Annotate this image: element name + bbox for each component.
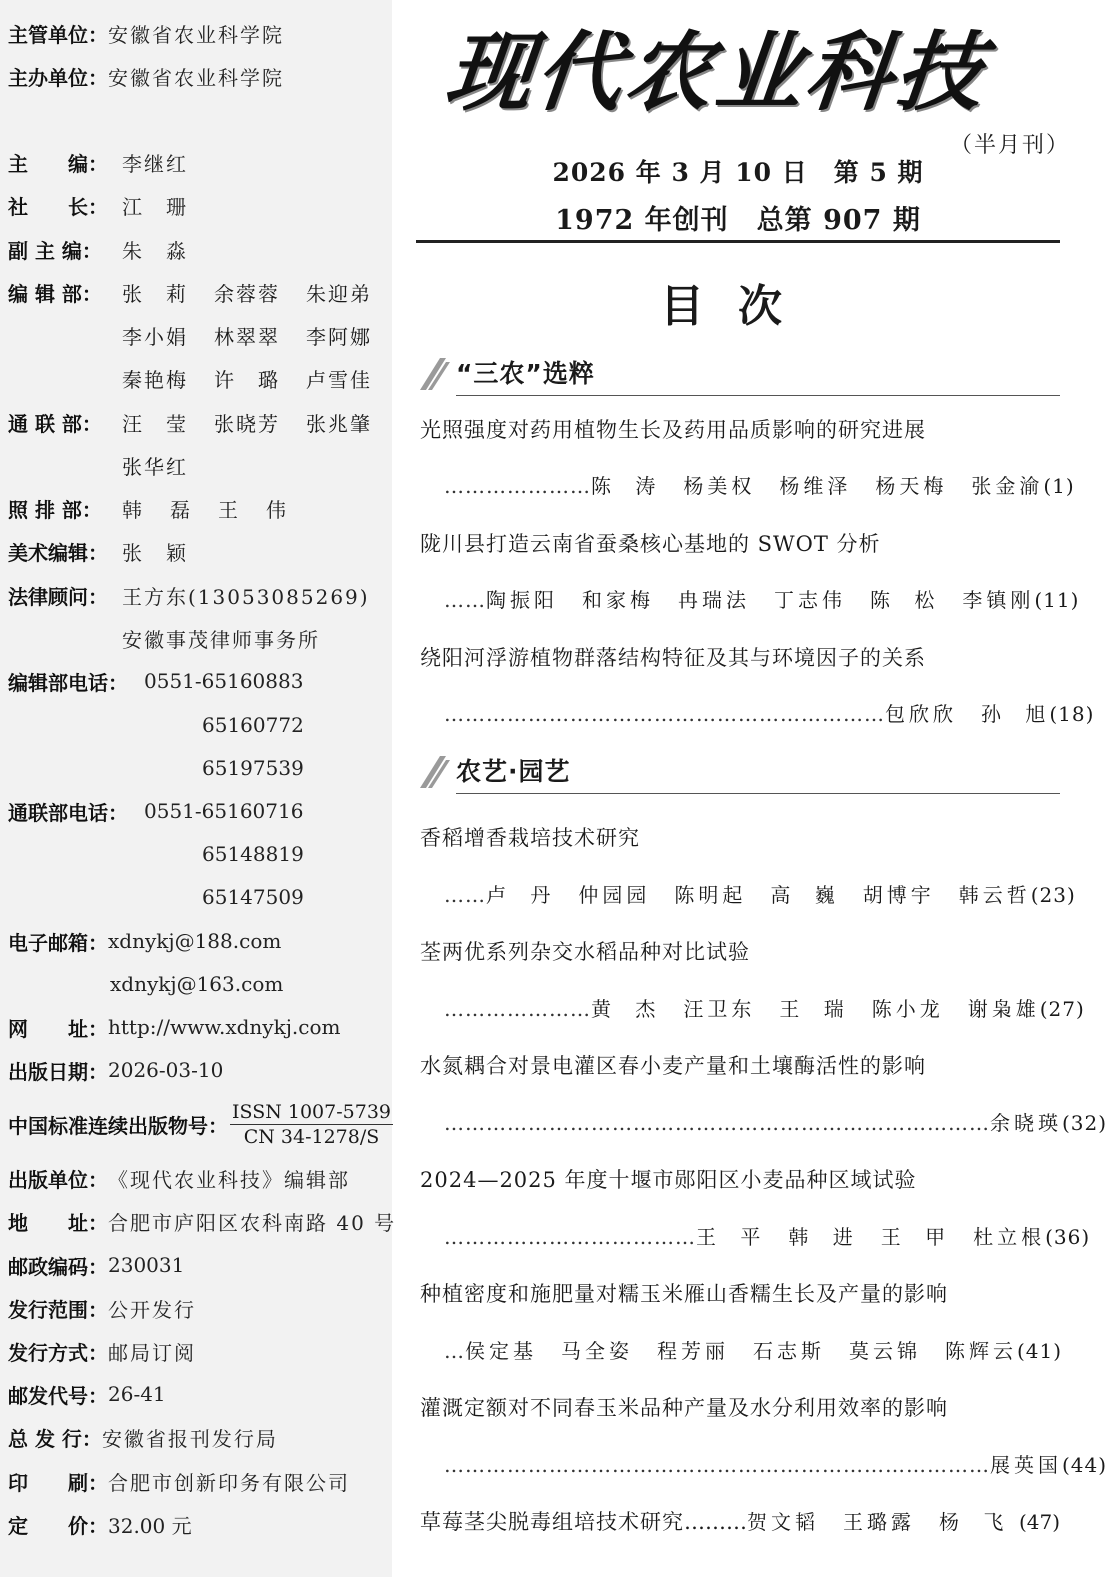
article-authors: 黄 杰 汪卫东 王 瑞 陈小龙 谢枭雄 [591, 997, 1040, 1021]
supervisor-row [8, 18, 284, 48]
article-title[interactable]: 绕阳河浮游植物群落结构特征及其与环境因子的关系 [420, 646, 926, 670]
article-inline-entry [420, 1506, 1060, 1536]
printer-label: 印 刷： [8, 1470, 108, 1495]
article-byline [444, 1449, 1107, 1478]
dist-scope-label: 发行范围： [8, 1297, 108, 1322]
section-title: 农艺·园艺 [456, 757, 571, 786]
editorial-phone-row [8, 666, 303, 696]
supervisor-value: 安徽省农业科学院 [108, 22, 284, 47]
article-authors: 余晓瑛 [990, 1111, 1062, 1135]
staff-name: 秦艳梅 [122, 367, 188, 392]
leader-dots: ……… [684, 1510, 747, 1534]
staff-name: 余蓉蓉 [214, 281, 280, 306]
liaison-dept-names-2 [122, 450, 214, 480]
leader-dots: …………………………………………………………………… [444, 1453, 990, 1477]
email-value[interactable]: xdnykj@188.com [108, 929, 282, 953]
article-title[interactable]: 光照强度对药用植物生长及药用品质影响的研究进展 [420, 418, 926, 442]
editorial-phone-row-3 [202, 753, 304, 783]
section-header-sannong [420, 356, 1060, 396]
article-authors: 包欣欣 孙 旭 [885, 702, 1050, 726]
issn-cn-block [230, 1100, 393, 1149]
staff-name: 张华红 [122, 454, 188, 479]
serial-no-label: 中国标准连续出版物号： [8, 1113, 228, 1138]
article-page: (18) [1049, 702, 1095, 726]
sponsor-label: 主办单位： [8, 65, 108, 90]
article-title[interactable]: 香稻增香栽培技术研究 [420, 826, 640, 850]
founded-line: 1972 年创刊 总第 907 期 [555, 205, 921, 236]
staff-name: 卢雪佳 [306, 367, 372, 392]
article-byline [444, 698, 1095, 727]
leader-dots: ………………… [444, 997, 591, 1021]
editorial-phone-value: 65160772 [202, 713, 304, 737]
info-sidebar [0, 0, 397, 1577]
address-row [8, 1206, 396, 1236]
address-label: 地 址： [8, 1210, 108, 1235]
issn-value: ISSN 1007-5739 [232, 1100, 391, 1123]
editor-in-chief-row [8, 147, 188, 177]
legal-counsel-value: 王方东(13053085269) [122, 584, 370, 609]
printer-row [8, 1466, 350, 1496]
staff-name: 朱迎弟 [306, 281, 372, 306]
email-row-2 [110, 969, 283, 999]
liaison-phone-label: 通联部电话： [8, 800, 128, 825]
dist-method-label: 发行方式： [8, 1340, 108, 1365]
leader-dots: ……………………………… [444, 1225, 696, 1249]
article-title[interactable]: 荃两优系列杂交水稻品种对比试验 [420, 940, 750, 964]
article-byline [444, 879, 1076, 908]
journal-masthead-logo: 现代农业科技 [440, 22, 992, 123]
postal-code-label: 邮发代号： [8, 1383, 108, 1408]
website-link[interactable]: http://www.xdnykj.com [108, 1015, 341, 1039]
section-marker-icon [420, 756, 450, 788]
liaison-phone-row-3 [202, 882, 304, 912]
article-title[interactable]: 陇川县打造云南省蚕桑核心基地的 SWOT 分析 [420, 532, 881, 556]
publisher-row [8, 1163, 350, 1193]
staff-name: 汪 莹 [122, 411, 188, 436]
editorial-phone-label: 编辑部电话： [8, 670, 128, 695]
sponsor-value: 安徽省农业科学院 [108, 65, 284, 90]
president-row [8, 190, 188, 220]
email-label: 电子邮箱： [8, 930, 108, 955]
leader-dots: …………………………………………………………………… [444, 1111, 990, 1135]
liaison-dept-row [8, 407, 398, 437]
legal-counsel-label: 法律顾问： [8, 584, 108, 609]
leader-dots: …… [444, 588, 486, 612]
article-authors: 陶振阳 和家梅 冉瑞法 丁志伟 陈 松 李镇刚 [486, 588, 1035, 612]
typesetting-value: 韩 磊 王 伟 [122, 497, 290, 522]
section-rule [456, 395, 1060, 396]
article-title[interactable]: 2024—2025 年度十堰市郧阳区小麦品种区域试验 [420, 1168, 917, 1192]
deputy-editor-label: 副 主 编： [8, 238, 102, 263]
liaison-phone-value: 65147509 [202, 885, 304, 909]
art-editor-value: 张 颖 [122, 540, 188, 565]
staff-name: 李小娟 [122, 324, 188, 349]
distributor-value: 安徽省报刊发行局 [101, 1426, 278, 1451]
article-title[interactable]: 水氮耦合对景电灌区春小麦产量和土壤酶活性的影响 [420, 1054, 926, 1078]
article-page: (11) [1034, 588, 1080, 612]
liaison-phone-value: 0551-65160716 [144, 799, 304, 823]
staff-name: 张晓芳 [214, 411, 280, 436]
website-label: 网 址： [8, 1016, 108, 1041]
editorial-dept-names-1 [122, 278, 398, 307]
pub-date-label: 出版日期： [8, 1059, 108, 1084]
article-page: (1) [1043, 474, 1075, 498]
email-row [8, 926, 281, 956]
dist-scope-value: 公开发行 [108, 1297, 196, 1322]
typesetting-label: 照 排 部： [8, 497, 102, 522]
liaison-phone-row-2 [202, 839, 304, 869]
header-divider [416, 240, 1060, 243]
postal-code-value: 26-41 [108, 1382, 166, 1406]
article-page: (41) [1017, 1339, 1063, 1363]
toc-title: 目次 [660, 281, 816, 332]
liaison-dept-names-1 [122, 408, 398, 437]
leader-dots: … [444, 1339, 465, 1363]
article-page: (23) [1030, 883, 1076, 907]
article-authors: 陈 涛 杨美权 杨维泽 杨天梅 张金渝 [591, 474, 1044, 498]
staff-name: 张兆肇 [306, 411, 372, 436]
section-title: “三农”选粹 [456, 359, 595, 388]
liaison-dept-label: 通 联 部： [8, 411, 102, 436]
article-byline [444, 470, 1075, 499]
postcode-label: 邮政编码： [8, 1254, 108, 1279]
issue-dateline: 2026 年 3 月 10 日 第 5 期 [552, 158, 924, 187]
leader-dots: ………………… [444, 474, 591, 498]
distributor-label: 总 发 行： [8, 1426, 102, 1451]
price-label: 定 价： [8, 1513, 108, 1538]
art-editor-row [8, 536, 188, 566]
staff-name: 李阿娜 [306, 324, 372, 349]
editorial-dept-names-3 [122, 363, 398, 393]
editorial-dept-names-2 [122, 320, 398, 350]
cn-value: CN 34-1278/S [243, 1125, 380, 1148]
deputy-editor-row [8, 234, 188, 264]
price-row [8, 1509, 192, 1539]
legal-firm-value: 安徽事茂律师事务所 [122, 627, 320, 652]
editorial-phone-row-2 [202, 710, 304, 740]
article-authors: 贺文韬 王璐露 杨 飞 [747, 1510, 1008, 1534]
staff-name: 张 莉 [122, 281, 188, 306]
leader-dots: …… [444, 883, 486, 907]
postcode-value: 230031 [108, 1253, 185, 1277]
article-authors: 王 平 韩 进 王 甲 杜立根 [696, 1225, 1046, 1249]
dist-scope-row [8, 1293, 196, 1323]
deputy-editor-value: 朱 淼 [122, 238, 188, 263]
editorial-phone-value: 0551-65160883 [144, 669, 304, 693]
dist-method-row [8, 1336, 196, 1366]
sponsor-row [8, 61, 284, 91]
section-header-agronomy [420, 754, 1060, 794]
distributor-row [8, 1422, 278, 1452]
section-rule [456, 793, 1060, 794]
article-page: (36) [1045, 1225, 1091, 1249]
liaison-phone-value: 65148819 [202, 842, 304, 866]
article-byline [444, 1335, 1063, 1364]
editor-in-chief-label: 主 编： [8, 151, 108, 176]
legal-counsel-row [8, 580, 370, 610]
typesetting-row [8, 493, 290, 523]
staff-name: 许 璐 [214, 367, 280, 392]
article-title[interactable]: 草莓茎尖脱毒组培技术研究 [420, 1510, 684, 1534]
article-page: (27) [1039, 997, 1085, 1021]
article-page: (32) [1062, 1111, 1107, 1135]
postcode-row [8, 1250, 184, 1280]
article-byline [444, 993, 1085, 1022]
article-byline [444, 1221, 1091, 1250]
postal-code-row [8, 1379, 166, 1409]
president-label: 社 长： [8, 194, 108, 219]
article-title[interactable]: 灌溉定额对不同春玉米品种产量及水分利用效率的影响 [420, 1396, 948, 1420]
website-row [8, 1012, 340, 1042]
serial-no-row [8, 1096, 393, 1152]
dist-method-value: 邮局订阅 [108, 1340, 196, 1365]
editorial-phone-value: 65197539 [202, 756, 304, 780]
pub-date-value: 2026-03-10 [108, 1058, 224, 1082]
frequency-label: （半月刊） [950, 133, 1071, 158]
legal-firm-row [122, 623, 320, 653]
article-page: (44) [1062, 1453, 1107, 1477]
article-page: (47) [1018, 1510, 1060, 1534]
address-value: 合肥市庐阳区农科南路 40 号 [108, 1210, 397, 1235]
article-title[interactable]: 种植密度和施肥量对糯玉米雁山香糯生长及产量的影响 [420, 1282, 948, 1306]
editorial-dept-row [8, 277, 398, 307]
article-byline [444, 1107, 1107, 1136]
price-value: 32.00 元 [108, 1513, 192, 1538]
supervisor-label: 主管单位： [8, 22, 108, 47]
article-authors: 卢 丹 仲园园 陈明起 高 巍 胡博宇 韩云哲 [486, 883, 1031, 907]
president-value: 江 珊 [122, 194, 188, 219]
article-authors: 侯定基 马全姿 程芳丽 石志斯 莫云锦 陈辉云 [465, 1339, 1017, 1363]
editorial-dept-label: 编 辑 部： [8, 281, 102, 306]
liaison-phone-row [8, 796, 303, 826]
art-editor-label: 美术编辑： [8, 540, 108, 565]
article-authors: 展英国 [990, 1453, 1062, 1477]
publisher-label: 出版单位： [8, 1167, 108, 1192]
leader-dots: ……………………………………………………… [444, 702, 885, 726]
publisher-value: 《现代农业科技》编辑部 [108, 1167, 350, 1192]
section-marker-icon [420, 358, 450, 390]
printer-value: 合肥市创新印务有限公司 [108, 1470, 350, 1495]
staff-name: 林翠翠 [214, 324, 280, 349]
editor-in-chief-value: 李继红 [122, 151, 188, 176]
pub-date-row [8, 1055, 223, 1085]
email-value[interactable]: xdnykj@163.com [110, 972, 284, 996]
article-byline [444, 584, 1080, 613]
